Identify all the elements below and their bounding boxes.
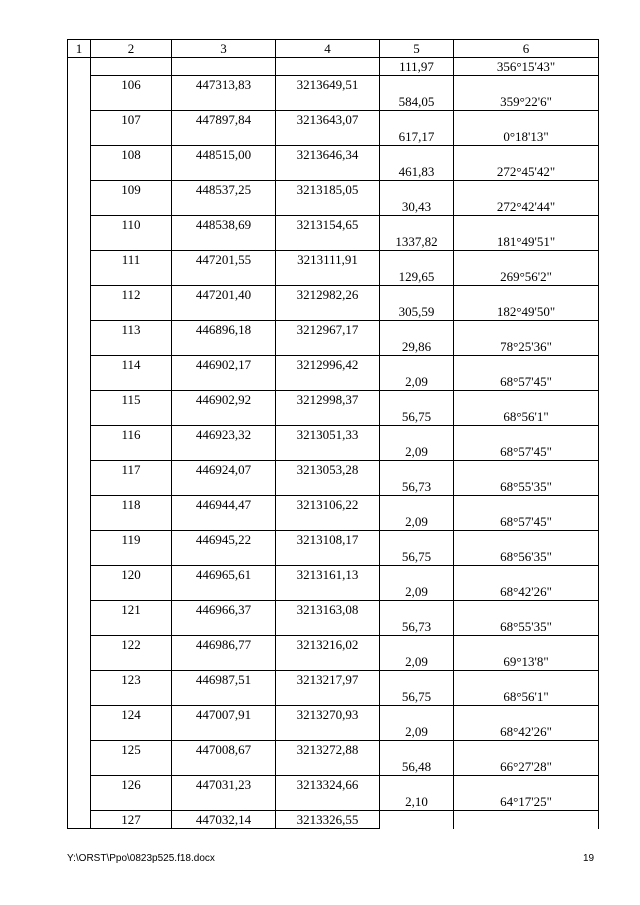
direction-angle-cell — [454, 391, 599, 409]
x-coordinate-cell: 446965,61 — [172, 566, 276, 584]
x-coordinate-cell — [172, 163, 276, 181]
point-number-cell — [91, 93, 172, 111]
y-coordinate-cell: 3213216,02 — [276, 636, 380, 654]
y-coordinate-cell — [276, 653, 380, 671]
x-coordinate-cell: 446896,18 — [172, 321, 276, 339]
length-cell — [380, 216, 454, 234]
y-coordinate-cell: 3213646,34 — [276, 146, 380, 164]
length-cell — [380, 601, 454, 619]
y-coordinate-cell — [276, 268, 380, 286]
coordinates-table-container — [67, 39, 598, 829]
x-coordinate-cell: 446986,77 — [172, 636, 276, 654]
x-coordinate-cell — [172, 478, 276, 496]
measure-row — [68, 793, 599, 811]
point-row — [68, 321, 599, 339]
x-coordinate-cell: 447313,83 — [172, 76, 276, 94]
y-coordinate-cell: 3213326,55 — [276, 811, 380, 829]
length-cell — [380, 286, 454, 304]
x-coordinate-cell — [172, 373, 276, 391]
length-cell — [380, 251, 454, 269]
point-row — [68, 636, 599, 654]
y-coordinate-cell: 3213154,65 — [276, 216, 380, 234]
y-coordinate-cell — [276, 198, 380, 216]
y-coordinate-cell — [276, 128, 380, 146]
y-coordinate-cell — [276, 443, 380, 461]
length-cell — [380, 811, 454, 829]
direction-angle-cell: 181°49'51" — [454, 233, 599, 251]
x-coordinate-cell — [172, 268, 276, 286]
point-row — [68, 426, 599, 444]
point-number-cell: 114 — [91, 356, 172, 374]
y-coordinate-cell: 3213053,28 — [276, 461, 380, 479]
y-coordinate-cell: 3213051,33 — [276, 426, 380, 444]
y-coordinate-cell: 3213643,07 — [276, 111, 380, 129]
y-coordinate-cell — [276, 408, 380, 426]
y-coordinate-cell — [276, 793, 380, 811]
y-coordinate-cell — [276, 583, 380, 601]
length-cell: 56,73 — [380, 618, 454, 636]
point-number-cell: 111 — [91, 251, 172, 269]
point-number-cell — [91, 548, 172, 566]
length-cell — [380, 391, 454, 409]
length-cell: 56,75 — [380, 548, 454, 566]
direction-angle-cell: 68°57'45" — [454, 513, 599, 531]
direction-angle-cell: 68°55'35" — [454, 618, 599, 636]
direction-angle-cell: 68°57'45" — [454, 443, 599, 461]
point-number-cell — [91, 758, 172, 776]
point-row — [68, 356, 599, 374]
column-header: 6 — [454, 40, 599, 58]
row-group-cell — [68, 58, 91, 829]
x-coordinate-cell: 446987,51 — [172, 671, 276, 689]
y-coordinate-cell — [276, 338, 380, 356]
y-coordinate-cell: 3212996,42 — [276, 356, 380, 374]
point-row — [68, 461, 599, 479]
point-number-cell: 120 — [91, 566, 172, 584]
length-cell — [380, 181, 454, 199]
x-coordinate-cell: 447897,84 — [172, 111, 276, 129]
direction-angle-cell: 68°56'1" — [454, 408, 599, 426]
x-coordinate-cell: 447007,91 — [172, 706, 276, 724]
measure-row — [68, 688, 599, 706]
point-row — [68, 531, 599, 549]
direction-angle-cell — [454, 636, 599, 654]
length-cell: 30,43 — [380, 198, 454, 216]
direction-angle-cell — [454, 321, 599, 339]
point-row — [68, 286, 599, 304]
column-header: 5 — [380, 40, 454, 58]
measure-row — [68, 583, 599, 601]
direction-angle-cell — [454, 671, 599, 689]
y-coordinate-cell — [276, 688, 380, 706]
point-number-cell — [91, 303, 172, 321]
point-number-cell: 117 — [91, 461, 172, 479]
x-coordinate-cell — [172, 548, 276, 566]
direction-angle-cell: 68°56'35" — [454, 548, 599, 566]
point-number-cell — [91, 408, 172, 426]
point-row — [68, 671, 599, 689]
footer-page-number: 19 — [583, 853, 595, 864]
point-number-cell — [91, 373, 172, 391]
direction-angle-cell: 68°55'35" — [454, 478, 599, 496]
point-row — [68, 601, 599, 619]
column-header: 2 — [91, 40, 172, 58]
y-coordinate-cell: 3213649,51 — [276, 76, 380, 94]
length-cell: 56,75 — [380, 408, 454, 426]
length-cell: 56,73 — [380, 478, 454, 496]
point-number-cell: 106 — [91, 76, 172, 94]
coordinates-table — [67, 39, 599, 829]
direction-angle-cell: 182°49'50" — [454, 303, 599, 321]
direction-angle-cell: 68°56'1" — [454, 688, 599, 706]
point-number-cell: 119 — [91, 531, 172, 549]
direction-angle-cell: 272°42'44" — [454, 198, 599, 216]
direction-angle-cell — [454, 496, 599, 514]
measure-row — [68, 373, 599, 391]
x-coordinate-cell: 446924,07 — [172, 461, 276, 479]
length-cell: 111,97 — [380, 58, 454, 76]
length-cell: 56,48 — [380, 758, 454, 776]
direction-angle-cell: 269°56'2" — [454, 268, 599, 286]
point-number-cell: 121 — [91, 601, 172, 619]
x-coordinate-cell: 446923,32 — [172, 426, 276, 444]
point-row — [68, 111, 599, 129]
measure-row — [68, 618, 599, 636]
direction-angle-cell: 68°42'26" — [454, 723, 599, 741]
y-coordinate-cell: 3213272,88 — [276, 741, 380, 759]
point-number-cell: 115 — [91, 391, 172, 409]
x-coordinate-cell: 446902,17 — [172, 356, 276, 374]
direction-angle-cell: 272°45'42" — [454, 163, 599, 181]
x-coordinate-cell — [172, 793, 276, 811]
column-header: 4 — [276, 40, 380, 58]
direction-angle-cell — [454, 461, 599, 479]
direction-angle-cell — [454, 111, 599, 129]
y-coordinate-cell — [276, 233, 380, 251]
x-coordinate-cell — [172, 128, 276, 146]
point-number-cell — [91, 653, 172, 671]
point-number-cell: 123 — [91, 671, 172, 689]
direction-angle-cell: 66°27'28" — [454, 758, 599, 776]
direction-angle-cell: 69°13'8" — [454, 653, 599, 671]
length-cell — [380, 356, 454, 374]
point-number-cell — [91, 513, 172, 531]
length-cell: 2,09 — [380, 513, 454, 531]
measure-row — [68, 723, 599, 741]
measure-row — [68, 513, 599, 531]
point-row — [68, 76, 599, 94]
length-cell: 584,05 — [380, 93, 454, 111]
direction-angle-cell — [454, 531, 599, 549]
point-row — [68, 391, 599, 409]
direction-angle-cell — [454, 706, 599, 724]
point-number-cell — [91, 688, 172, 706]
point-number-cell: 112 — [91, 286, 172, 304]
direction-angle-cell: 68°57'45" — [454, 373, 599, 391]
y-coordinate-cell: 3213111,91 — [276, 251, 380, 269]
direction-angle-cell: 0°18'13" — [454, 128, 599, 146]
point-row — [68, 181, 599, 199]
point-number-cell — [91, 338, 172, 356]
point-row — [68, 741, 599, 759]
length-cell: 617,17 — [380, 128, 454, 146]
length-cell: 305,59 — [380, 303, 454, 321]
measure-row — [68, 303, 599, 321]
y-coordinate-cell: 3213108,17 — [276, 531, 380, 549]
point-number-cell: 118 — [91, 496, 172, 514]
x-coordinate-cell — [172, 93, 276, 111]
direction-angle-cell: 68°42'26" — [454, 583, 599, 601]
length-cell — [380, 321, 454, 339]
length-cell: 2,09 — [380, 723, 454, 741]
length-cell: 2,09 — [380, 373, 454, 391]
direction-angle-cell — [454, 181, 599, 199]
x-coordinate-cell — [172, 758, 276, 776]
point-number-cell: 108 — [91, 146, 172, 164]
x-coordinate-cell: 448538,69 — [172, 216, 276, 234]
direction-angle-cell — [454, 146, 599, 164]
x-coordinate-cell — [172, 303, 276, 321]
length-cell — [380, 741, 454, 759]
point-number-cell: 127 — [91, 811, 172, 829]
y-coordinate-cell: 3213161,13 — [276, 566, 380, 584]
x-coordinate-cell — [172, 58, 276, 76]
direction-angle-cell — [454, 811, 599, 829]
point-number-cell — [91, 478, 172, 496]
y-coordinate-cell — [276, 163, 380, 181]
y-coordinate-cell: 3213217,97 — [276, 671, 380, 689]
footer-file-path: Y:\ORST\Ppo\0823p525.f18.docx — [67, 853, 215, 864]
measure-row — [68, 198, 599, 216]
length-cell — [380, 461, 454, 479]
x-coordinate-cell: 447031,23 — [172, 776, 276, 794]
x-coordinate-cell: 447032,14 — [172, 811, 276, 829]
length-cell — [380, 76, 454, 94]
x-coordinate-cell — [172, 233, 276, 251]
length-cell — [380, 671, 454, 689]
point-row — [68, 496, 599, 514]
measure-row — [68, 408, 599, 426]
x-coordinate-cell: 448515,00 — [172, 146, 276, 164]
direction-angle-cell — [454, 76, 599, 94]
length-cell — [380, 706, 454, 724]
y-coordinate-cell: 3213106,22 — [276, 496, 380, 514]
length-cell: 461,83 — [380, 163, 454, 181]
point-number-cell — [91, 58, 172, 76]
measure-row — [68, 338, 599, 356]
length-cell: 2,09 — [380, 583, 454, 601]
x-coordinate-cell — [172, 723, 276, 741]
y-coordinate-cell — [276, 618, 380, 636]
x-coordinate-cell: 448537,25 — [172, 181, 276, 199]
y-coordinate-cell — [276, 93, 380, 111]
direction-angle-cell — [454, 356, 599, 374]
length-cell: 2,09 — [380, 653, 454, 671]
column-header: 3 — [172, 40, 276, 58]
point-number-cell: 122 — [91, 636, 172, 654]
x-coordinate-cell — [172, 338, 276, 356]
length-cell — [380, 636, 454, 654]
y-coordinate-cell — [276, 513, 380, 531]
length-cell: 56,75 — [380, 688, 454, 706]
point-number-cell: 113 — [91, 321, 172, 339]
point-number-cell: 126 — [91, 776, 172, 794]
point-row — [68, 811, 599, 829]
measure-row — [68, 233, 599, 251]
direction-angle-cell — [454, 286, 599, 304]
x-coordinate-cell — [172, 198, 276, 216]
measure-row — [68, 758, 599, 776]
x-coordinate-cell: 446966,37 — [172, 601, 276, 619]
y-coordinate-cell: 3213185,05 — [276, 181, 380, 199]
measure-row — [68, 443, 599, 461]
x-coordinate-cell: 446944,47 — [172, 496, 276, 514]
direction-angle-cell: 78°25'36" — [454, 338, 599, 356]
x-coordinate-cell — [172, 583, 276, 601]
x-coordinate-cell: 447008,67 — [172, 741, 276, 759]
length-cell — [380, 111, 454, 129]
y-coordinate-cell — [276, 723, 380, 741]
x-coordinate-cell — [172, 513, 276, 531]
point-number-cell: 110 — [91, 216, 172, 234]
length-cell: 2,10 — [380, 793, 454, 811]
direction-angle-cell — [454, 741, 599, 759]
point-number-cell — [91, 268, 172, 286]
point-number-cell — [91, 793, 172, 811]
measure-row — [68, 93, 599, 111]
point-number-cell: 109 — [91, 181, 172, 199]
y-coordinate-cell — [276, 373, 380, 391]
point-row — [68, 216, 599, 234]
table-header-row — [68, 40, 599, 58]
direction-angle-cell — [454, 251, 599, 269]
measure-row — [68, 268, 599, 286]
y-coordinate-cell — [276, 58, 380, 76]
x-coordinate-cell — [172, 653, 276, 671]
length-cell: 1337,82 — [380, 233, 454, 251]
y-coordinate-cell: 3213324,66 — [276, 776, 380, 794]
column-header: 1 — [68, 40, 91, 58]
x-coordinate-cell — [172, 688, 276, 706]
length-cell: 129,65 — [380, 268, 454, 286]
point-number-cell — [91, 163, 172, 181]
point-row — [68, 706, 599, 724]
direction-angle-cell: 356°15'43" — [454, 58, 599, 76]
x-coordinate-cell — [172, 443, 276, 461]
length-cell — [380, 496, 454, 514]
point-row — [68, 146, 599, 164]
x-coordinate-cell: 446902,92 — [172, 391, 276, 409]
x-coordinate-cell: 447201,55 — [172, 251, 276, 269]
x-coordinate-cell — [172, 618, 276, 636]
direction-angle-cell — [454, 566, 599, 584]
length-cell — [380, 426, 454, 444]
point-number-cell — [91, 233, 172, 251]
point-number-cell: 124 — [91, 706, 172, 724]
measure-row — [68, 163, 599, 181]
point-number-cell — [91, 618, 172, 636]
y-coordinate-cell: 3212998,37 — [276, 391, 380, 409]
direction-angle-cell — [454, 601, 599, 619]
point-row — [68, 776, 599, 794]
x-coordinate-cell — [172, 408, 276, 426]
length-cell — [380, 146, 454, 164]
x-coordinate-cell: 447201,40 — [172, 286, 276, 304]
length-cell — [380, 776, 454, 794]
point-number-cell: 107 — [91, 111, 172, 129]
direction-angle-cell — [454, 426, 599, 444]
y-coordinate-cell — [276, 478, 380, 496]
x-coordinate-cell: 446945,22 — [172, 531, 276, 549]
point-number-cell — [91, 723, 172, 741]
direction-angle-cell: 359°22'6" — [454, 93, 599, 111]
point-row — [68, 566, 599, 584]
direction-angle-cell — [454, 776, 599, 794]
y-coordinate-cell: 3212967,17 — [276, 321, 380, 339]
measure-row — [68, 128, 599, 146]
direction-angle-cell: 64°17'25" — [454, 793, 599, 811]
point-number-cell: 116 — [91, 426, 172, 444]
measure-row — [68, 58, 599, 76]
length-cell — [380, 566, 454, 584]
y-coordinate-cell: 3212982,26 — [276, 286, 380, 304]
point-row — [68, 251, 599, 269]
point-number-cell: 125 — [91, 741, 172, 759]
length-cell: 29,86 — [380, 338, 454, 356]
point-number-cell — [91, 583, 172, 601]
measure-row — [68, 653, 599, 671]
y-coordinate-cell — [276, 548, 380, 566]
measure-row — [68, 548, 599, 566]
point-number-cell — [91, 128, 172, 146]
y-coordinate-cell — [276, 303, 380, 321]
y-coordinate-cell: 3213163,08 — [276, 601, 380, 619]
y-coordinate-cell — [276, 758, 380, 776]
y-coordinate-cell: 3213270,93 — [276, 706, 380, 724]
measure-row — [68, 478, 599, 496]
length-cell — [380, 531, 454, 549]
point-number-cell — [91, 443, 172, 461]
length-cell: 2,09 — [380, 443, 454, 461]
direction-angle-cell — [454, 216, 599, 234]
point-number-cell — [91, 198, 172, 216]
